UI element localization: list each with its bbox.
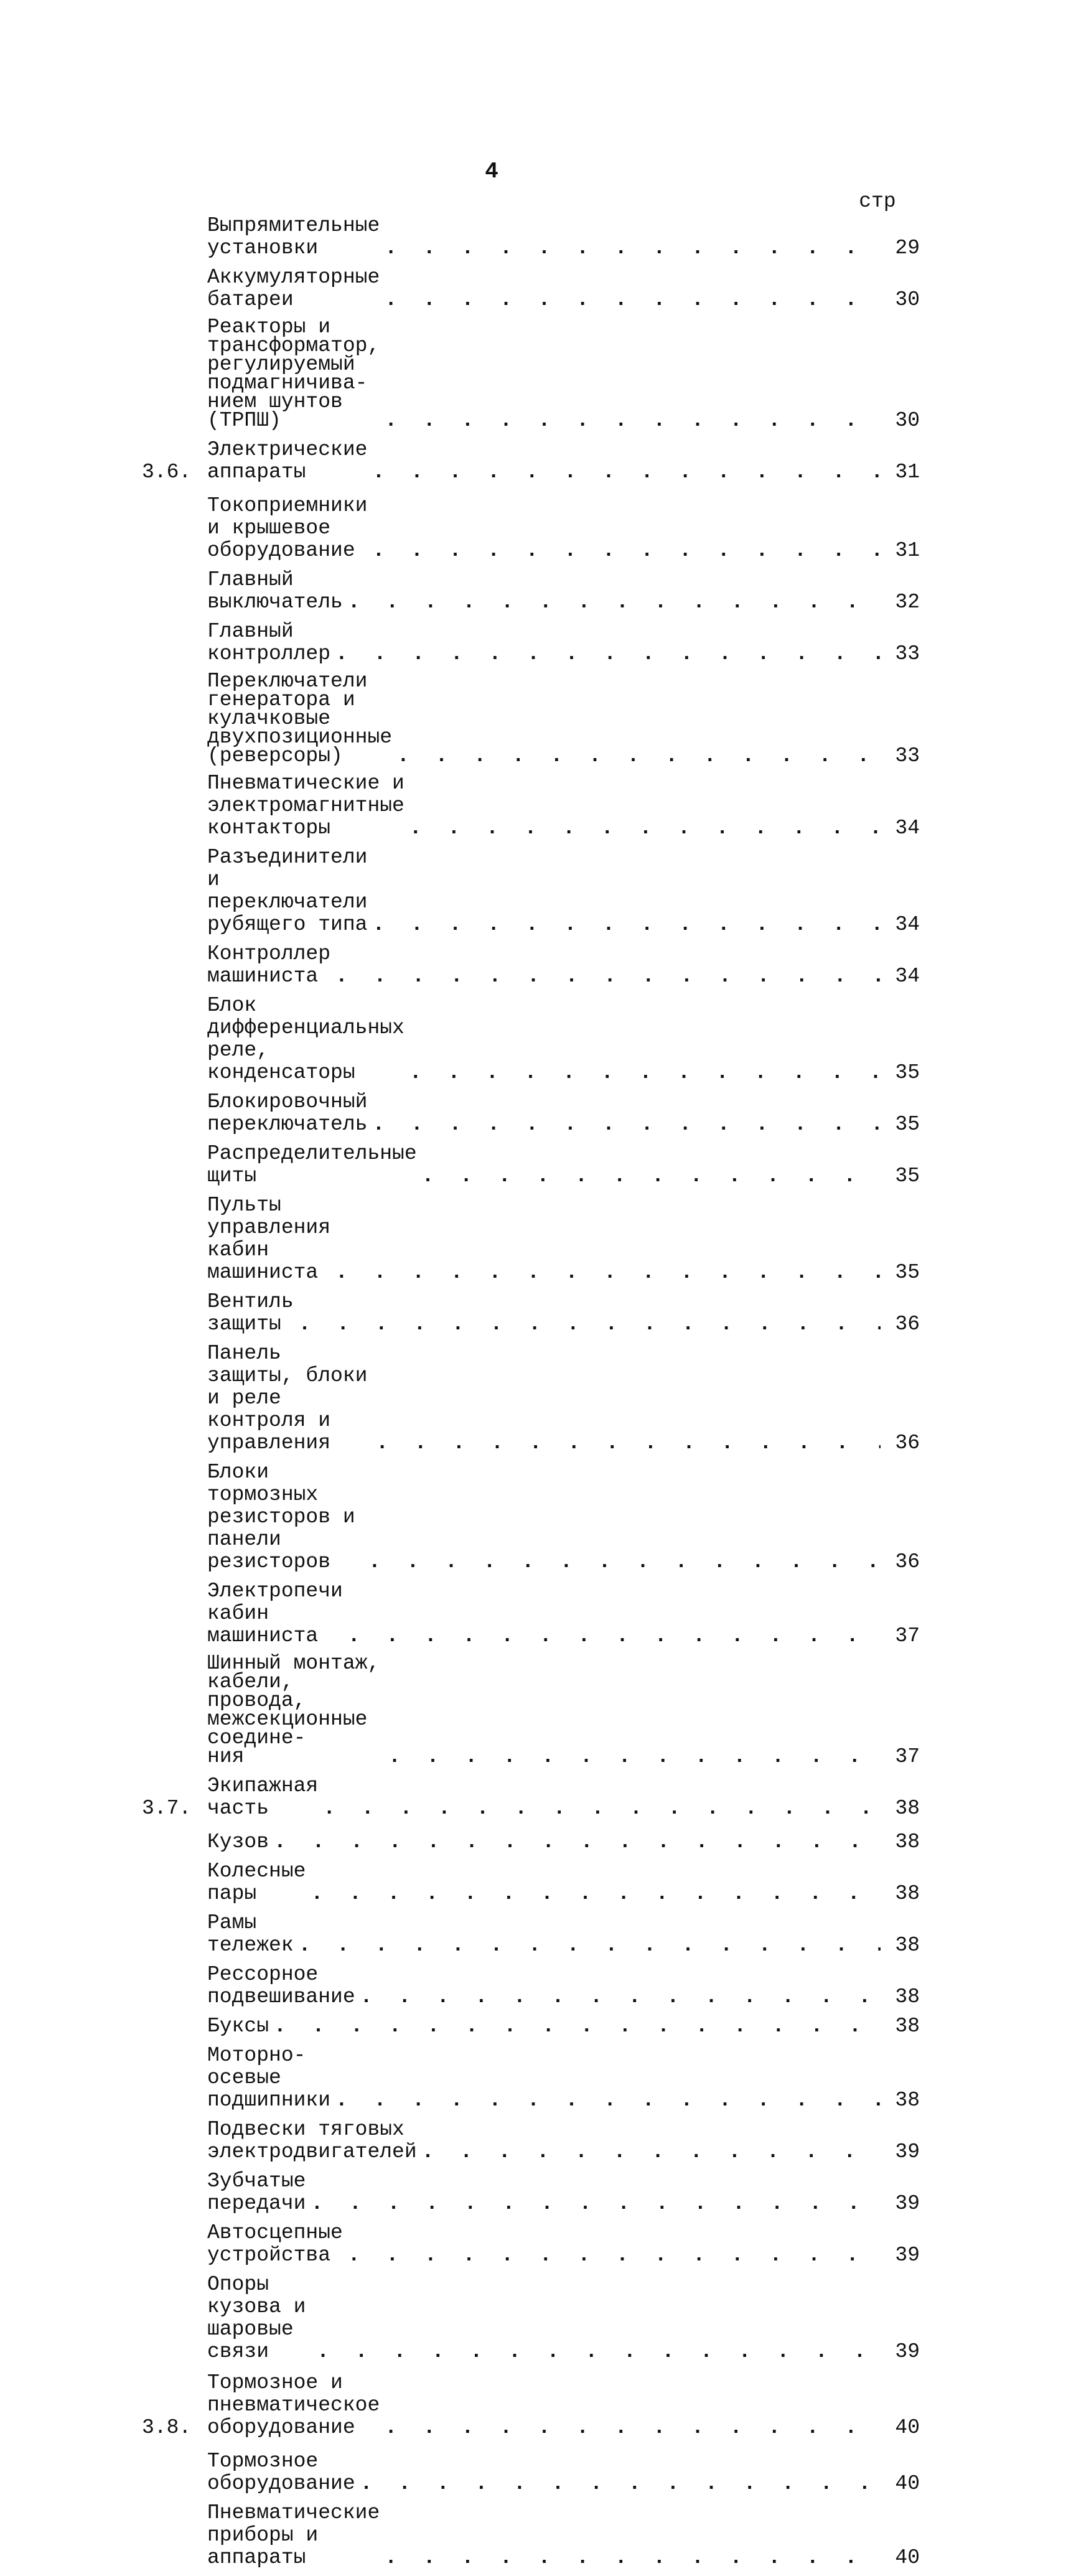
page-ref: 33 <box>895 642 920 665</box>
page-ref: 34 <box>895 817 920 840</box>
entry-title: Главный контроллер <box>207 620 331 665</box>
toc-section <box>142 1775 920 2363</box>
toc-entry[interactable] <box>142 1194 920 1284</box>
entry-title: Буксы <box>207 2015 269 2038</box>
toc-entry[interactable] <box>142 1461 920 1573</box>
entry-title: Зубчатые передачи <box>207 2170 319 2215</box>
toc-section <box>142 2372 920 2569</box>
toc-entry[interactable] <box>142 621 920 665</box>
dot-leader <box>409 817 881 840</box>
toc-entry[interactable] <box>142 672 920 766</box>
toc-entry[interactable] <box>142 1291 920 1336</box>
entry-title: Контроллер машиниста <box>207 942 343 988</box>
dot-leader <box>299 1934 881 1957</box>
toc-entry[interactable] <box>142 846 920 936</box>
entry-title: Пневматические и электромагнитные контакторы <box>207 772 417 840</box>
page-ref: 34 <box>895 965 920 988</box>
dot-leader <box>409 1062 881 1084</box>
page-ref: 40 <box>895 2472 920 2495</box>
toc-entry[interactable] <box>142 2222 920 2267</box>
dot-leader <box>372 914 881 936</box>
table-of-contents <box>142 215 920 2576</box>
page-ref: 38 <box>895 1882 920 1905</box>
dot-leader <box>299 1313 881 1336</box>
page-ref: 31 <box>895 539 920 562</box>
toc-entry[interactable] <box>142 1580 920 1647</box>
page-ref: 39 <box>895 2192 920 2215</box>
dot-leader <box>372 461 881 484</box>
entry-title: Панель защиты, блоки и реле контроля и управления <box>207 1342 380 1454</box>
page-ref: 37 <box>895 1745 920 1768</box>
toc-section <box>142 215 920 430</box>
page-ref: 38 <box>895 2015 920 2038</box>
entry-title: Шинный монтаж, кабели, провода, межсекционные соедине- ния <box>207 1652 380 1768</box>
page-ref: 36 <box>895 1550 920 1573</box>
section-number: 3.8. <box>142 2416 192 2439</box>
dot-leader <box>372 540 881 562</box>
page-ref: 37 <box>895 1624 920 1647</box>
dot-leader <box>385 237 881 260</box>
toc-entry[interactable] <box>142 318 920 430</box>
toc-entry[interactable] <box>142 2119 920 2163</box>
entry-title: Вентиль защиты <box>207 1290 306 1336</box>
toc-entry[interactable] <box>142 1342 920 1454</box>
dot-leader <box>311 1883 881 1905</box>
entry-title: Выпрямительные установки <box>207 214 393 260</box>
entry-title: Электропечи кабин машиниста <box>207 1580 355 1647</box>
entry-title: Пневматические приборы и аппараты <box>207 2501 393 2569</box>
dot-leader <box>311 2193 881 2215</box>
page-ref: 34 <box>895 913 920 936</box>
page-ref: 32 <box>895 591 920 614</box>
dot-leader <box>274 2015 881 2038</box>
toc-entry[interactable] <box>142 2044 920 2112</box>
page-ref: 38 <box>895 1830 920 1853</box>
dot-leader <box>335 965 881 988</box>
dot-leader <box>348 591 881 614</box>
dot-leader <box>388 1748 881 1766</box>
page-ref: 30 <box>895 288 920 311</box>
toc-entry[interactable] <box>142 1143 920 1187</box>
dot-leader <box>323 1797 881 1820</box>
toc-entry[interactable] <box>142 772 920 840</box>
page-ref: 35 <box>895 1261 920 1284</box>
page-ref: 33 <box>895 744 920 767</box>
entry-title: Распределительные щиты <box>207 1142 429 1187</box>
entry-title: Подвески тяговых электродвигателей <box>207 2118 417 2163</box>
entry-title: Пульты управления кабин машиниста <box>207 1194 343 1284</box>
page-ref: 40 <box>895 2416 920 2439</box>
dot-leader <box>368 1551 881 1573</box>
dot-leader <box>335 643 881 665</box>
entry-title: Реакторы и трансформатор, регулируемый подмагничива- нием шунтов (ТРПШ) <box>207 316 380 432</box>
section-title: Тормозное и пневматическое оборудование <box>207 2371 393 2439</box>
toc-entry[interactable] <box>142 2015 920 2038</box>
toc-entry[interactable] <box>142 2502 920 2569</box>
entry-title: Тормозное оборудование <box>207 2450 355 2495</box>
entry-title: Аккумуляторные батареи <box>207 266 393 311</box>
toc-entry[interactable] <box>142 2170 920 2215</box>
toc-entry[interactable] <box>142 2450 920 2495</box>
page-ref: 35 <box>895 1164 920 1187</box>
dot-leader <box>385 2547 881 2569</box>
page-ref: 40 <box>895 2546 920 2569</box>
entry-title: Опоры кузова и шаровые связи <box>207 2273 319 2363</box>
page-ref: 35 <box>895 1061 920 1084</box>
entry-title: Колесные пары <box>207 1860 319 1905</box>
dot-leader <box>422 2141 881 2163</box>
entry-title: Моторно-осевые подшипники <box>207 2044 331 2112</box>
section-number: 3.6. <box>142 461 192 484</box>
page-ref: 39 <box>895 2140 920 2163</box>
dot-leader <box>376 1432 881 1454</box>
page-ref: 38 <box>895 1797 920 1820</box>
toc-entry[interactable] <box>142 569 920 614</box>
dot-leader <box>372 1113 881 1136</box>
toc-section-heading[interactable] <box>142 1775 920 1820</box>
page-number: 4 <box>485 159 498 184</box>
dot-leader <box>360 1986 881 2008</box>
dot-leader <box>335 1262 881 1284</box>
page-ref: 38 <box>895 2089 920 2112</box>
toc-entry[interactable] <box>142 215 920 260</box>
page-ref: 31 <box>895 461 920 484</box>
toc-entry[interactable] <box>142 1091 920 1136</box>
entry-title: Блок дифференциальных реле, конденсаторы <box>207 994 417 1084</box>
dot-leader <box>317 2341 881 2363</box>
page-ref: 30 <box>895 409 920 432</box>
entry-title: Блокировочный переключатель <box>207 1090 380 1136</box>
dot-leader <box>274 1831 881 1853</box>
entry-title: Блоки тормозных резисторов и панели резисторов <box>207 1461 368 1573</box>
dot-leader <box>348 2244 881 2267</box>
dot-leader <box>385 2417 881 2439</box>
toc-entry[interactable] <box>142 2274 920 2363</box>
dot-leader <box>360 2473 881 2495</box>
dot-leader <box>348 1625 881 1647</box>
toc-entry[interactable] <box>142 995 920 1084</box>
dot-leader <box>335 2089 881 2112</box>
toc-section-heading[interactable] <box>142 439 920 484</box>
page-ref: 35 <box>895 1113 920 1136</box>
entry-title: Разъединители и переключатели рубящего типа <box>207 846 380 936</box>
section-title: Экипажная часть <box>207 1774 331 1820</box>
page-ref: 39 <box>895 2244 920 2267</box>
section-number: 3.7. <box>142 1797 192 1820</box>
entry-title: Токоприемники и крышевое оборудование <box>207 494 380 562</box>
toc-entry[interactable] <box>142 1912 920 1957</box>
toc-section <box>142 439 920 1766</box>
toc-entry[interactable] <box>142 495 920 562</box>
entry-title: Автосцепные устройства <box>207 2221 355 2267</box>
page-ref: 36 <box>895 1313 920 1336</box>
dot-leader <box>397 747 881 766</box>
page-column-label: стр <box>859 190 896 213</box>
dot-leader <box>422 1165 881 1187</box>
section-title: Электрические аппараты <box>207 438 380 484</box>
dot-leader <box>385 411 881 430</box>
entry-title: Главный выключатель <box>207 568 343 614</box>
toc-entry[interactable] <box>142 1964 920 2008</box>
entry-title: Рамы тележек <box>207 1911 294 1957</box>
dot-leader <box>385 289 881 311</box>
toc-section-heading[interactable] <box>142 2372 920 2439</box>
page-ref: 36 <box>895 1431 920 1454</box>
toc-entry[interactable] <box>142 943 920 988</box>
toc-entry[interactable] <box>142 1831 920 1853</box>
entry-title: Кузов <box>207 1830 269 1853</box>
entry-title: Рессорное подвешивание <box>207 1963 355 2008</box>
page-ref: 38 <box>895 1934 920 1957</box>
entry-title: Переключатели генератора и кулачковые двухпозиционные (реверсоры) <box>207 670 393 767</box>
page-ref: 38 <box>895 1985 920 2008</box>
toc-entry[interactable] <box>142 1860 920 1905</box>
page-ref: 39 <box>895 2340 920 2363</box>
toc-entry[interactable] <box>142 266 920 311</box>
page-ref: 29 <box>895 237 920 260</box>
toc-entry[interactable] <box>142 1654 920 1766</box>
